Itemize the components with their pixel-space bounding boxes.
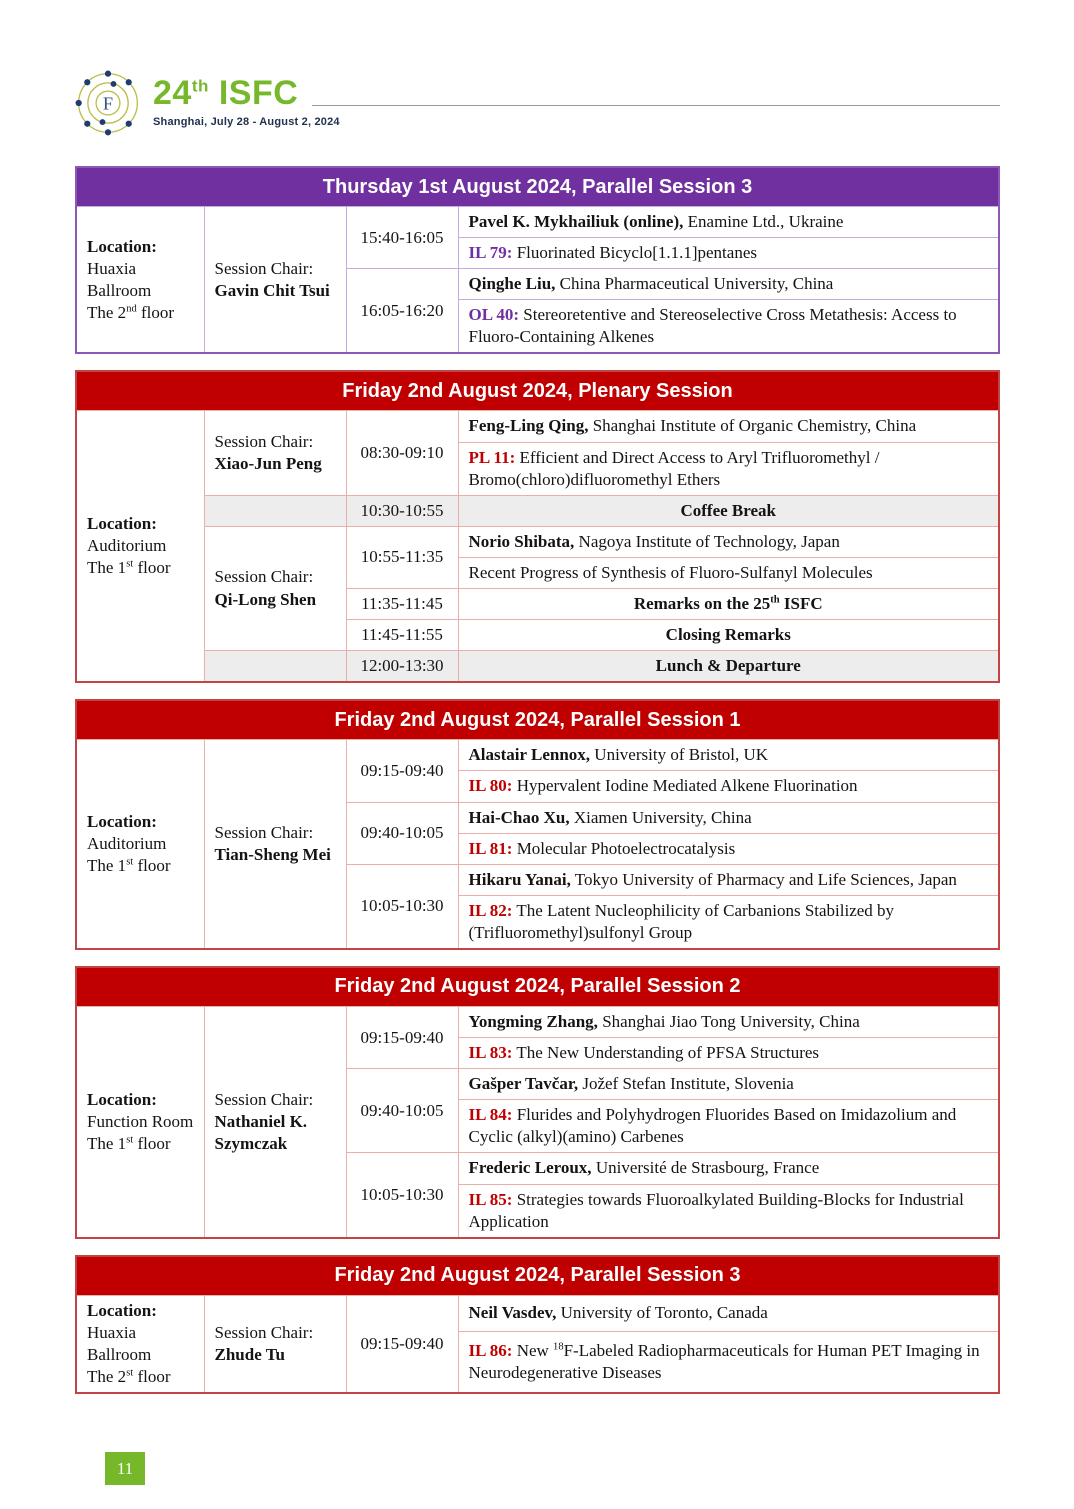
break-label: Coffee Break (458, 495, 999, 526)
speaker-affiliation: Enamine Ltd., Ukraine (683, 212, 844, 231)
speaker-affiliation: Shanghai Institute of Organic Chemistry, China (588, 416, 917, 436)
chair-label: Session Chair: (214, 1089, 314, 1109)
session-title: Friday 2nd August 2024, Plenary Session (76, 371, 999, 411)
time-cell: 15:40-16:05 (346, 207, 458, 269)
talk-code: IL 80: (468, 776, 513, 796)
speaker-affiliation: University of Bristol, UK (590, 745, 769, 765)
speaker-cell (458, 802, 999, 833)
chair-cell (204, 411, 346, 495)
location-cell (76, 1006, 204, 1237)
time-cell: 10:55-11:35 (346, 526, 458, 588)
location-label: Location: (87, 1089, 157, 1109)
location-line: Huaxia (87, 1322, 137, 1342)
talk-code: IL 79: (468, 243, 513, 263)
chair-name: Nathaniel K. Szymczak (214, 1111, 308, 1153)
table-row (76, 1295, 999, 1331)
location-line: The 2nd floor (87, 302, 175, 322)
break-label: Lunch & Departure (458, 651, 999, 683)
chair-name: Gavin Chit Tsui (214, 280, 330, 300)
chair-name: Tian-Sheng Mei (214, 845, 331, 865)
speaker-cell (458, 1069, 999, 1100)
talk-cell (458, 300, 999, 354)
location-line: Auditorium (87, 834, 167, 854)
location-line: Ballroom (87, 1344, 152, 1364)
location-label: Location: (87, 1300, 157, 1320)
chair-cell (204, 740, 346, 949)
location-label: Location: (87, 514, 157, 534)
svg-text:F: F (102, 93, 114, 114)
location-label: Location: (87, 812, 157, 831)
session-table-friday-plenary (75, 370, 1000, 683)
chair-label: Session Chair: (214, 432, 314, 452)
time-cell: 16:05-16:20 (346, 269, 458, 354)
talk-cell (458, 1184, 999, 1238)
time-cell: 11:45-11:55 (346, 620, 458, 651)
talk-cell (458, 442, 999, 495)
talk-code: IL 82: (468, 900, 513, 920)
location-line: Auditorium (87, 536, 167, 556)
talk-code: IL 84: (468, 1105, 513, 1125)
page-number-badge: 11 (105, 1452, 145, 1485)
time-cell: 09:15-09:40 (346, 1006, 458, 1068)
talk-title: New $^{18}$F-Labeled Radiopharmaceuticals for Human PET Imaging in Neurodegenerative Diseases (468, 1340, 980, 1382)
location-label: Location: (87, 236, 157, 256)
location-line: Huaxia (87, 258, 137, 278)
speaker-cell (458, 1295, 999, 1331)
speaker-name: Hai-Chao Xu, (468, 807, 570, 827)
chair-name: Zhude Tu (214, 1344, 285, 1364)
chair-label: Session Chair: (214, 823, 314, 843)
location-cell (76, 207, 204, 354)
talk-cell (458, 833, 999, 864)
chair-name: Qi-Long Shen (214, 589, 317, 609)
chair-cell (204, 1006, 346, 1237)
talk-cell (458, 771, 999, 802)
location-line: The 1st floor (87, 856, 171, 876)
fluorine-atom-logo-icon (75, 70, 141, 136)
time-cell: 09:15-09:40 (346, 1295, 458, 1393)
table-row (76, 411, 999, 442)
speaker-affiliation: China Pharmaceutical University, China (555, 274, 834, 294)
talk-code: IL 85: (468, 1189, 513, 1209)
speaker-cell (458, 207, 999, 238)
speaker-name: Feng-Ling Qing, (468, 416, 589, 436)
talk-code: OL 40: (468, 305, 520, 325)
speaker-cell (458, 1006, 999, 1037)
location-line: The 2st floor (87, 1367, 171, 1386)
speaker-name: Neil Vasdev, (468, 1303, 557, 1323)
talk-title: Recent Progress of Synthesis of Fluoro-Sulfanyl Molecules (468, 562, 873, 582)
chair-label: Session Chair: (214, 1322, 314, 1342)
speaker-affiliation: Tokyo University of Pharmacy and Life Sciences, Japan (570, 869, 957, 889)
speaker-name: Frederic Leroux, (468, 1158, 592, 1178)
talk-title: Flurides and Polyhydrogen Fluorides Based on Imidazolium and Cyclic (alkyl)(amino) Carbenes (468, 1105, 957, 1147)
logo-title: 24th ISFC (153, 74, 299, 112)
talk-title: Strategies towards Fluoroalkylated Building-Blocks for Industrial Application (468, 1189, 964, 1231)
talk-cell (458, 238, 999, 269)
time-cell: 09:40-10:05 (346, 1069, 458, 1153)
logo-text-block (153, 70, 1000, 128)
break-row (76, 651, 999, 683)
session-table-thursday-parallel-3 (75, 166, 1000, 354)
speaker-name: Norio Shibata, (468, 531, 575, 551)
talk-title: Molecular Photoelectrocatalysis (512, 838, 736, 858)
time-cell: 09:15-09:40 (346, 740, 458, 802)
time-cell: 08:30-09:10 (346, 411, 458, 495)
talk-title: Hypervalent Iodine Mediated Alkene Fluorination (512, 776, 858, 796)
session-title: Friday 2nd August 2024, Parallel Session 3 (76, 1256, 999, 1296)
time-cell: 11:35-11:45 (346, 589, 458, 620)
session-title: Friday 2nd August 2024, Parallel Session 2 (76, 967, 999, 1007)
table-row (76, 740, 999, 771)
speaker-cell (458, 411, 999, 442)
talk-title: The New Understanding of PFSA Structures (512, 1043, 820, 1063)
location-cell (76, 1295, 204, 1393)
chair-cell (204, 526, 346, 650)
speaker-cell (458, 740, 999, 771)
time-cell: 10:05-10:30 (346, 864, 458, 949)
talk-code: IL 83: (468, 1043, 513, 1063)
location-line: The 1st floor (87, 558, 171, 578)
speaker-name: Alastair Lennox, (468, 745, 591, 765)
table-row (76, 1006, 999, 1037)
talk-code: IL 81: (468, 838, 513, 858)
speaker-cell (458, 1153, 999, 1184)
time-cell: 10:05-10:30 (346, 1153, 458, 1238)
table-row (76, 526, 999, 557)
table-row (76, 207, 999, 238)
speaker-affiliation: Université de Strasbourg, France (591, 1158, 820, 1178)
talk-cell (458, 1038, 999, 1069)
break-row (76, 495, 999, 526)
talk-cell (458, 557, 999, 588)
location-cell (76, 411, 204, 682)
speaker-cell (458, 864, 999, 895)
session-title: Thursday 1st August 2024, Parallel Session 3 (76, 167, 999, 207)
location-line: Function Room (87, 1111, 194, 1131)
chair-name: Xiao-Jun Peng (214, 454, 322, 474)
chair-cell-empty (204, 495, 346, 526)
speaker-name: Yongming Zhang, (468, 1011, 598, 1031)
talk-code: PL 11: (468, 447, 516, 467)
speaker-cell (458, 526, 999, 557)
speaker-name: Hikaru Yanai, (468, 869, 571, 889)
session-table-friday-parallel-2 (75, 966, 1000, 1239)
talk-cell (458, 1331, 999, 1393)
logo-subtitle: Shanghai, July 28 - August 2, 2024 (153, 116, 340, 128)
talk-title: The Latent Nucleophilicity of Carbanions Stabilized by (Trifluoromethyl)sulfonyl Group (468, 900, 895, 942)
location-line: Ballroom (87, 280, 152, 300)
speaker-name: Pavel K. Mykhailiuk (online), (468, 212, 684, 231)
header-divider (312, 105, 1000, 106)
speaker-cell (458, 269, 999, 300)
page-header (75, 70, 1000, 136)
location-line: The 1st floor (87, 1133, 171, 1153)
chair-cell (204, 1295, 346, 1393)
talk-code: IL 86: (468, 1340, 513, 1360)
speaker-affiliation: University of Toronto, Canada (556, 1303, 768, 1323)
location-cell (76, 740, 204, 949)
time-cell: 10:30-10:55 (346, 495, 458, 526)
time-cell: 09:40-10:05 (346, 802, 458, 864)
time-cell: 12:00-13:30 (346, 651, 458, 683)
note-label: Closing Remarks (458, 620, 999, 651)
chair-cell-empty (204, 651, 346, 683)
talk-title: Fluorinated Bicyclo[1.1.1]pentanes (512, 243, 757, 263)
talk-title: Stereoretentive and Stereoselective Cross Metathesis: Access to Fluoro-Containing Alkenes (468, 305, 957, 347)
session-title: Friday 2nd August 2024, Parallel Session 1 (76, 700, 999, 740)
speaker-affiliation: Xiamen University, China (569, 807, 752, 827)
chair-cell (204, 207, 346, 354)
chair-label: Session Chair: (214, 567, 314, 587)
talk-title: Efficient and Direct Access to Aryl Trifluoromethyl / Bromo(chloro)difluoromethyl Ethers (468, 447, 880, 489)
speaker-affiliation: Jožef Stefan Institute, Slovenia (578, 1074, 794, 1094)
speaker-affiliation: Nagoya Institute of Technology, Japan (574, 531, 840, 551)
talk-cell (458, 1100, 999, 1153)
talk-cell (458, 895, 999, 949)
note-label: Remarks on the 25th ISFC (458, 589, 999, 620)
speaker-name: Qinghe Liu, (468, 274, 556, 294)
speaker-affiliation: Shanghai Jiao Tong University, China (597, 1011, 860, 1031)
chair-label: Session Chair: (214, 258, 314, 278)
session-table-friday-parallel-3 (75, 1255, 1000, 1394)
speaker-name: Gašper Tavčar, (468, 1074, 579, 1094)
session-table-friday-parallel-1 (75, 699, 1000, 950)
